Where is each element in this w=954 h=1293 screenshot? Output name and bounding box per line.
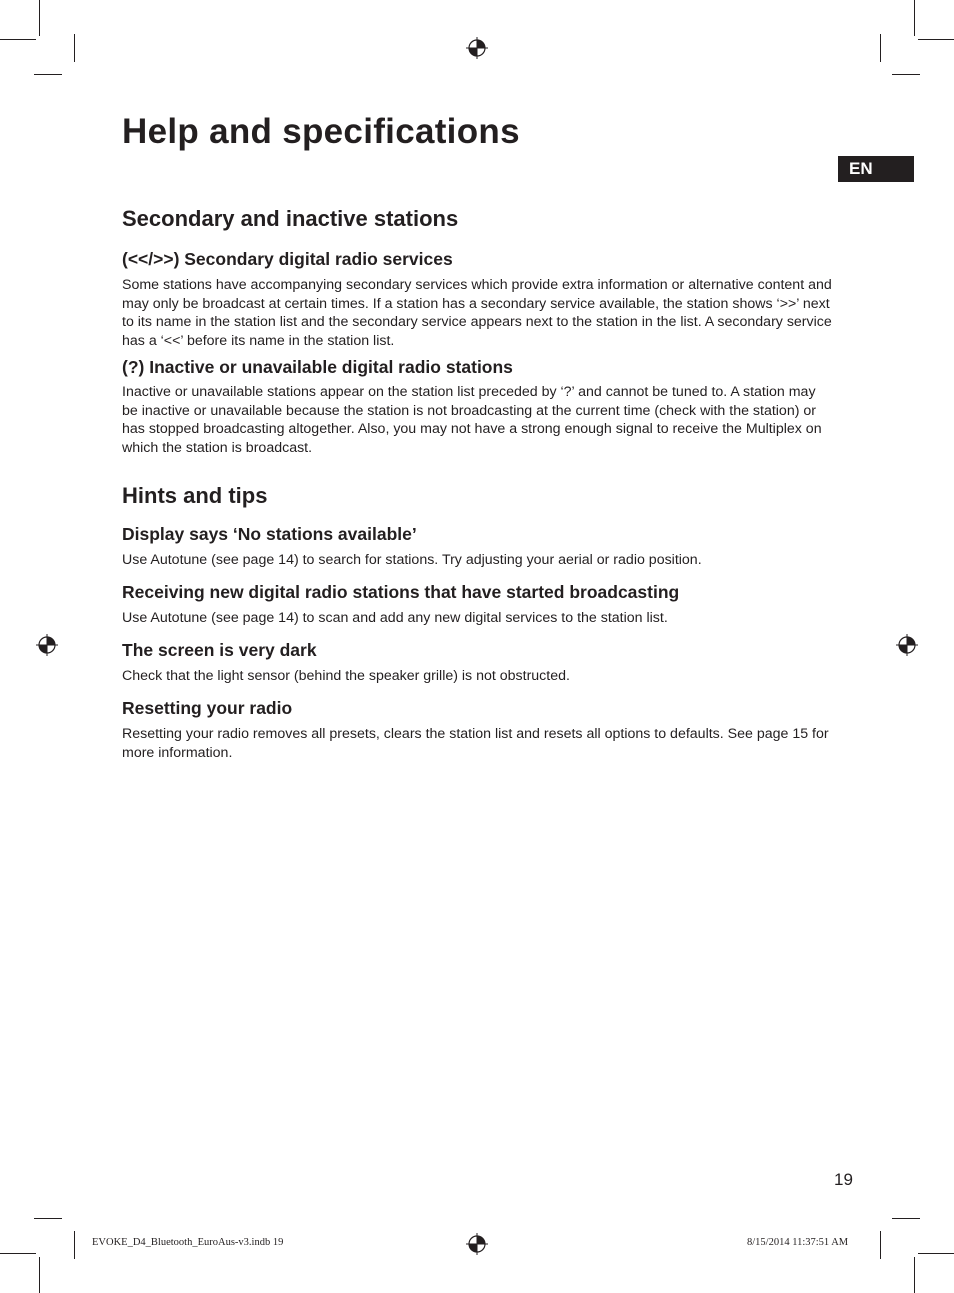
crop-mark bbox=[892, 74, 920, 75]
paragraph: Use Autotune (see page 14) to search for stations. Try adjusting your aerial or radio position. bbox=[122, 552, 702, 568]
section-heading: Hints and tips bbox=[122, 483, 268, 508]
crop-mark bbox=[918, 39, 954, 40]
paragraph: Some stations have accompanying secondary services which provide extra information or alternative content and may only be broadcast at certain times. If a station has a secondary service available, the station shows ‘>>’ next to its name in the station list and the secondary service appears next to the station in the list. A secondary service has a ‘<<’ before its name in the station list. bbox=[122, 277, 832, 349]
subsection-heading: (?) Inactive or unavailable digital radio stations bbox=[122, 357, 513, 377]
crop-mark bbox=[0, 39, 36, 40]
crop-mark bbox=[39, 1257, 40, 1293]
registration-mark-icon bbox=[466, 37, 488, 59]
subsection-heading: (<</>>) Secondary digital radio services bbox=[122, 249, 453, 269]
crop-mark bbox=[34, 74, 62, 75]
crop-mark bbox=[880, 1231, 881, 1259]
crop-mark bbox=[880, 34, 881, 62]
paragraph: Inactive or unavailable stations appear on the station list preceded by ‘?’ and cannot be tuned to. A station may be inactive or unavailable because the station is not broadcasting at the current time (check with the station) or has stopped broadcasting altogether. Also, you may not have a strong enough signal to receive the Multiplex on which the station is broadcast. bbox=[122, 384, 822, 456]
crop-mark bbox=[74, 34, 75, 62]
page-number: 19 bbox=[834, 1170, 853, 1189]
crop-mark bbox=[39, 0, 40, 36]
crop-mark bbox=[918, 1253, 954, 1254]
subsection-heading: Resetting your radio bbox=[122, 698, 293, 718]
section-heading: Secondary and inactive stations bbox=[122, 206, 459, 231]
print-slug-filename: EVOKE_D4_Bluetooth_EuroAus-v3.indb 19 bbox=[92, 1237, 284, 1248]
crop-mark bbox=[34, 1218, 62, 1219]
language-tab: EN bbox=[838, 156, 914, 182]
crop-mark bbox=[914, 0, 915, 36]
subsection-heading: The screen is very dark bbox=[122, 640, 317, 660]
page-title: Help and specifications bbox=[122, 112, 520, 151]
paragraph: Check that the light sensor (behind the speaker grille) is not obstructed. bbox=[122, 668, 570, 684]
registration-mark-icon bbox=[896, 634, 918, 656]
crop-mark bbox=[914, 1257, 915, 1293]
registration-mark-icon bbox=[466, 1233, 488, 1255]
subsection-heading: Display says ‘No stations available’ bbox=[122, 524, 417, 544]
crop-mark bbox=[74, 1231, 75, 1259]
crop-mark bbox=[892, 1218, 920, 1219]
subsection-heading: Receiving new digital radio stations that have started broadcasting bbox=[122, 582, 680, 602]
paragraph: Resetting your radio removes all presets, clears the station list and resets all options to defaults. See page 15 for more information. bbox=[122, 726, 829, 761]
print-slug-datetime: 8/15/2014 11:37:51 AM bbox=[747, 1237, 849, 1248]
crop-mark bbox=[0, 1253, 36, 1254]
paragraph: Use Autotune (see page 14) to scan and add any new digital services to the station list. bbox=[122, 610, 668, 626]
registration-mark-icon bbox=[36, 634, 58, 656]
